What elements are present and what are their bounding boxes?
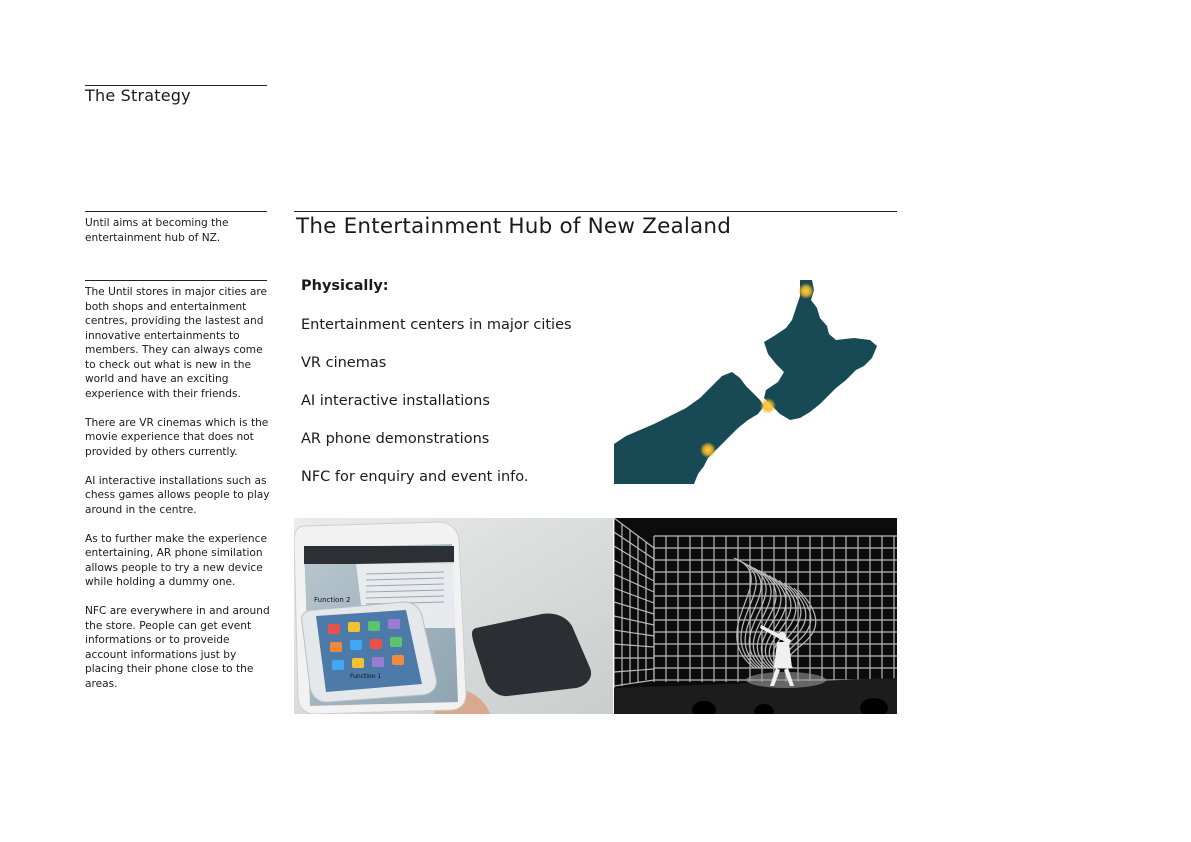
feature-list [301,316,572,506]
sidebar-paragraph: The Until stores in major cities are both shops and entertainment centres, providing the lastest and innovative entertainments to members. They can always come to check out what is new in the world and have an exciting experience with their friends. [85,286,268,400]
feature-item: VR cinemas [301,355,387,371]
feature-item: NFC for enquiry and event info. [301,469,529,485]
feature-item: Entertainment centers in major cities [301,317,572,333]
feature-item: AI interactive installations [301,393,490,409]
page-title: The Entertainment Hub of New Zealand [296,214,732,239]
sidebar-intro-text: Until aims at becoming the entertainment hub of NZ. [85,217,229,244]
sidebar-body-rule [85,280,267,281]
city-marker-christchurch [700,442,716,458]
sidebar-intro-rule [85,211,267,212]
section-label: The Strategy [85,86,191,105]
sidebar-body [85,285,270,706]
function-1-label: Function 1 [350,673,382,680]
feature-item: AR phone demonstrations [301,431,490,447]
ar-phone-photo [294,518,613,714]
title-rule [294,211,897,212]
city-marker-auckland [798,283,814,299]
south-island-shape [614,372,764,484]
sidebar-paragraph: NFC are everywhere in and around the store. People can get event informations or to proveide account informations just by placing their phone close to the areas. [85,605,270,690]
sidebar-paragraph: AI interactive installations such as chess games allows people to play around in the centre. [85,474,270,516]
city-marker-wellington [760,398,776,414]
physically-heading: Physically: [301,278,389,294]
function-2-label: Function 2 [314,596,351,604]
sidebar-intro [85,216,245,260]
sidebar-paragraph: There are VR cinemas which is the movie experience that does not provided by others currently. [85,416,269,458]
north-island-shape [764,280,877,420]
vr-grid-installation-photo [614,518,897,714]
new-zealand-map [614,280,897,484]
sidebar-paragraph: As to further make the experience entertaining, AR phone similation allows people to try a new device while holding a dummy one. [85,532,267,588]
